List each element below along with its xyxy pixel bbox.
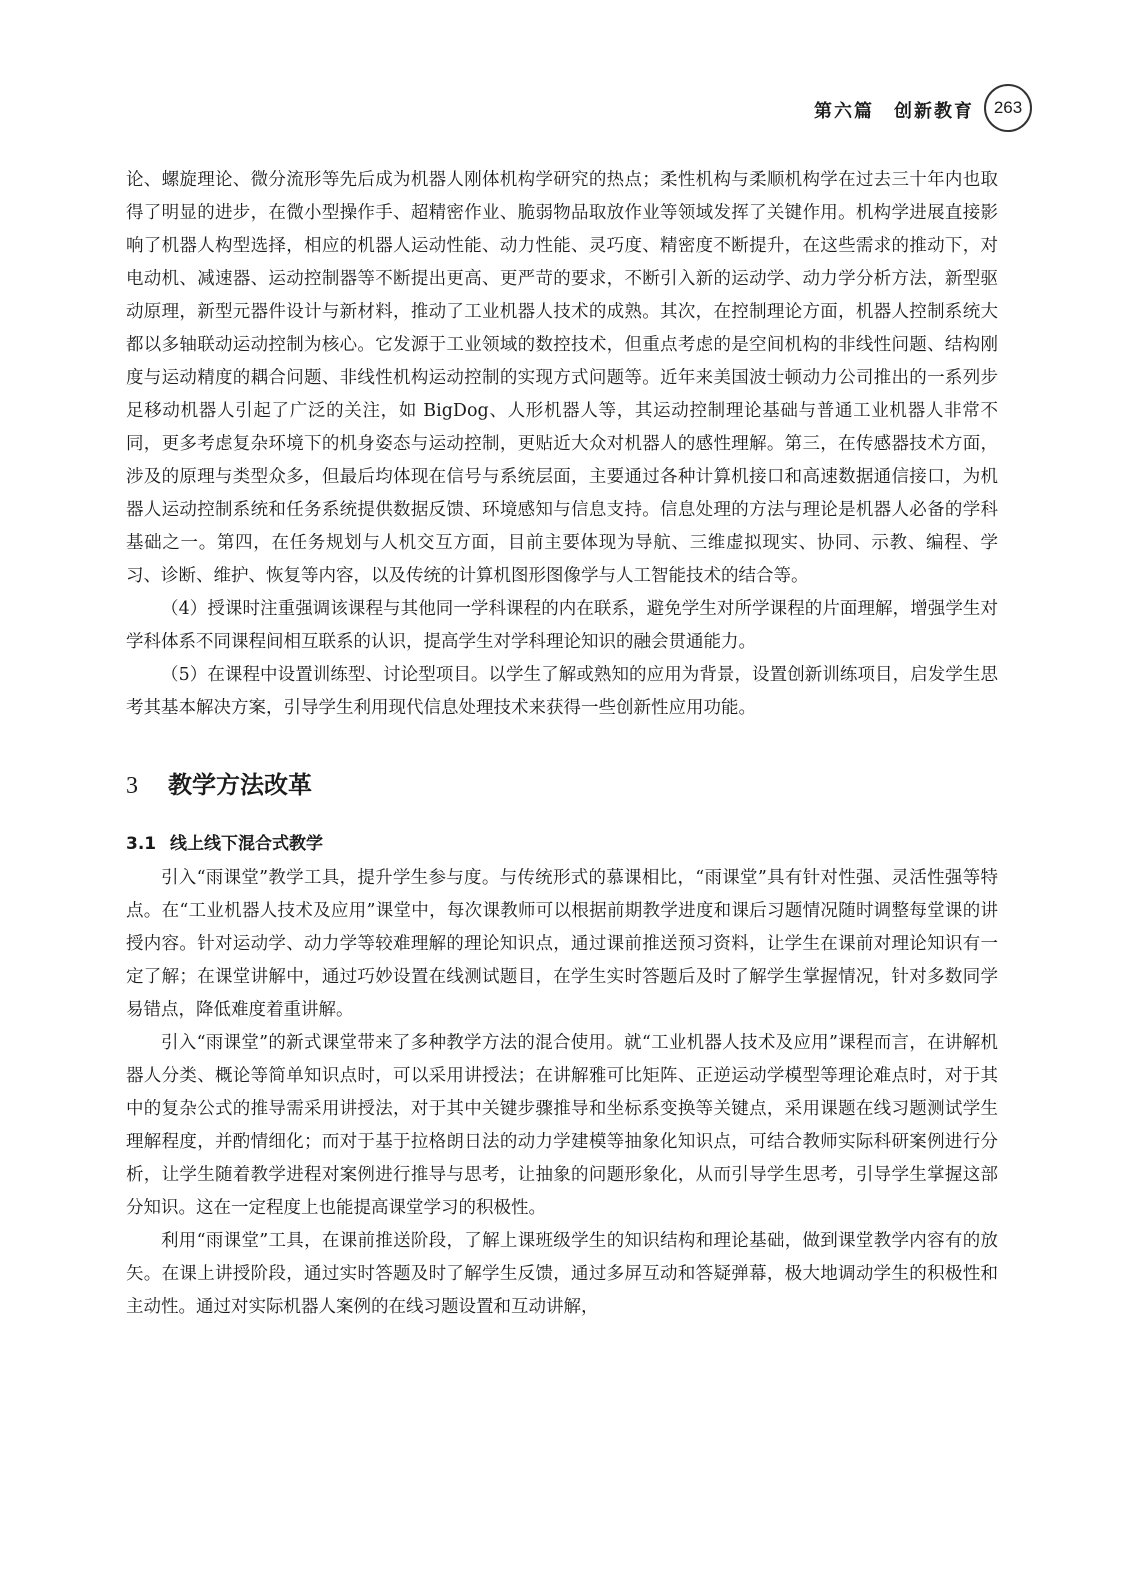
page-header xyxy=(0,84,1124,134)
section-title: 教学方法改革 xyxy=(168,771,312,799)
section-number: 3 xyxy=(126,773,138,799)
body-paragraph: 利用“雨课堂”工具，在课前推送阶段，了解上课班级学生的知识结构和理论基础，做到课堂教学内容有的放矢。在课上讲授阶段，通过实时答题及时了解学生反馈，通过多屏互动和答疑弹幕，极大地调动学生的积极性和主动性。通过对实际机器人案例的在线习题设置和互动讲解， xyxy=(126,1231,998,1317)
body-paragraph: （4）授课时注重强调该课程与其他同一学科课程的内在联系，避免学生对所学课程的片面理解，增强学生对学科体系不同课程间相互联系的认识，提高学生对学科理论知识的融会贯通能力。 xyxy=(126,599,998,652)
body-paragraph: （5）在课程中设置训练型、讨论型项目。以学生了解或熟知的应用为背景，设置创新训练项目，启发学生思考其基本解决方案，引导学生利用现代信息处理技术来获得一些创新性应用功能。 xyxy=(126,665,998,718)
subsection-title: 线上线下混合式教学 xyxy=(170,834,323,854)
running-head: 第六篇 创新教育 xyxy=(814,101,974,122)
body-paragraph: 论、螺旋理论、微分流形等先后成为机器人刚体机构学研究的热点；柔性机构与柔顺机构学在过去三十年内也取得了明显的进步，在微小型操作手、超精密作业、脆弱物品取放作业等领域发挥了关键作用。机构学进展直接影响了机器人构型选择，相应的机器人运动性能、动力性能、灵巧度、精密度不断提升，在这些需求的推动下，对电动机、减速器、运动控制器等不断提出更高、更严苛的要求，不断引入新的运动学、动力学分析方法，新型驱动原理，新型元器件设计与新材料，推动了工业机器人技术的成熟。其次，在控制理论方面，机器人控制系统大都以多轴联动运动控制为核心。它发源于工业领域的数控技术，但重点考虑的是空间机构的非线性问题、结构刚度与运动精度的耦合问题、非线性机构运动控制的实现方式问题等。近年来美国波士顿动力公司推出的一系列步足移动机器人引起了广泛的关注，如 BigDog、人形机器人等，其运动控制理论基础与普通工业机器人非常不同，更多考虑复杂环境下的机身姿态与运动控制，更贴近大众对机器人的感性理解。第三，在传感器技术方面，涉及的原理与类型众多，但最后均体现在信号与系统层面，主要通过各种计算机接口和高速数据通信接口，为机器人运动控制系统和任务系统提供数据反馈、环境感知与信息支持。信息处理的方法与理论是机器人必备的学科基础之一。第四，在任务规划与人机交互方面，目前主要体现为导航、三维虚拟现实、协同、示教、编程、学习、诊断、维护、恢复等内容，以及传统的计算机图形图像学与人工智能技术的结合等。 xyxy=(126,170,998,586)
body-paragraph: 引入“雨课堂”教学工具，提升学生参与度。与传统形式的慕课相比，“雨课堂”具有针对性强、灵活性强等特点。在“工业机器人技术及应用”课堂中，每次课教师可以根据前期教学进度和课后习题情况随时调整每堂课的讲授内容。针对运动学、动力学等较难理解的理论知识点，通过课前推送预习资料，让学生在课前对理论知识有一定了解；在课堂讲解中，通过巧妙设置在线测试题目，在学生实时答题后及时了解学生掌握情况，针对多数同学易错点，降低难度着重讲解。 xyxy=(126,868,998,1020)
section-heading xyxy=(126,756,998,814)
subsection-number: 3.1 xyxy=(126,834,157,854)
subsection-heading xyxy=(126,826,998,862)
page-body xyxy=(126,164,998,1324)
body-paragraph: 引入“雨课堂”的新式课堂带来了多种教学方法的混合使用。就“工业机器人技术及应用”课程而言，在讲解机器人分类、概论等简单知识点时，可以采用讲授法；在讲解雅可比矩阵、正逆运动学模型等理论难点时，对于其中的复杂公式的推导需采用讲授法，对于其中关键步骤推导和坐标系变换等关键点，采用课题在线习题测试学生理解程度，并酌情细化；而对于基于拉格朗日法的动力学建模等抽象化知识点，可结合教师实际科研案例进行分析，让学生随着教学进程对案例进行推导与思考，让抽象的问题形象化，从而引导学生思考，引导学生掌握这部分知识。这在一定程度上也能提高课堂学习的积极性。 xyxy=(126,1033,998,1218)
page-number: 263 xyxy=(984,84,1032,132)
